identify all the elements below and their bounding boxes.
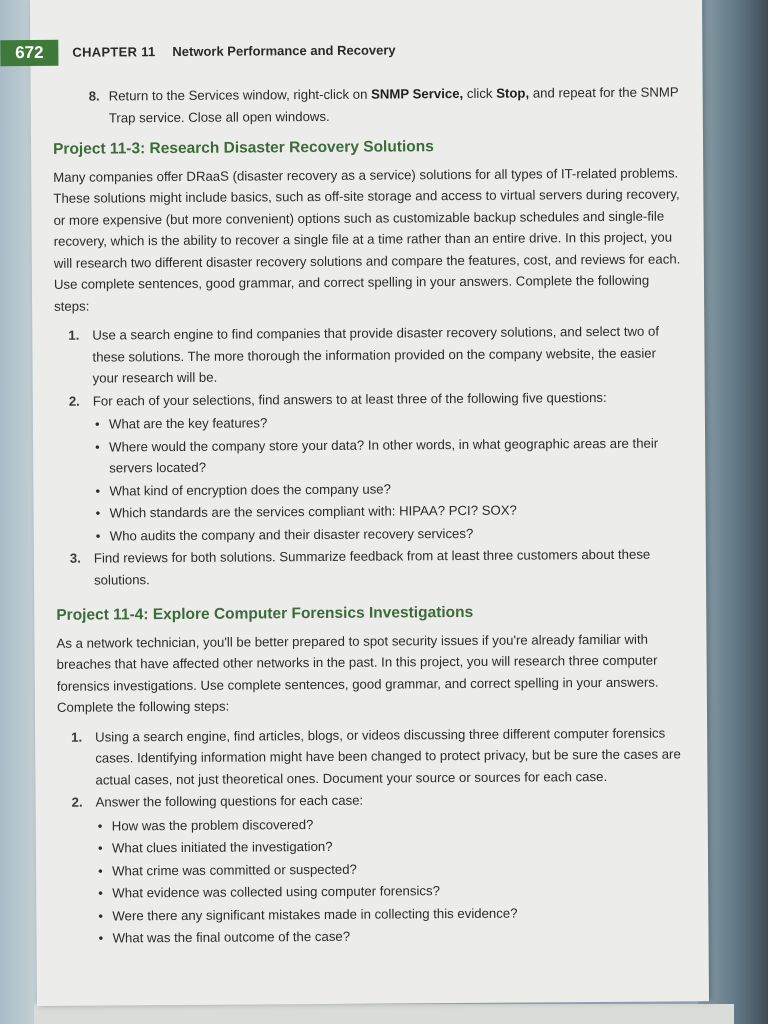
project-11-4-heading: Project 11-4: Explore Computer Forensics Investigations: [56, 603, 474, 624]
project-11-4-steps: [71, 722, 687, 949]
chapter-title: Network Performance and Recovery: [172, 42, 396, 60]
page-content: [53, 81, 687, 950]
bullet-item: • Were there any significant mistakes made in collecting this evidence?: [98, 905, 518, 924]
list-item: 1. Use a search engine to find companies that provide disaster recovery solutions, and select two of these solutions. The more thorough the information provided on the company website, the easier your research will be.: [68, 323, 660, 386]
project-11-3-heading: Project 11-3: Research Disaster Recovery Solutions: [52, 138, 434, 158]
project-11-4-intro: As a network technician, you'll be better prepared to spot security issues if you're already familiar with breaches that have affected other networks in the past. In this project, you will research three computer forensics investigations. Use complete sentences, good grammar, and correct spelling in your answers. Complete the following steps:: [56, 631, 659, 715]
questions-list: [96, 811, 687, 949]
project-11-3-intro: Many companies offer DRaaS (disaster recovery as a service) solutions for all types of IT-related problems. These solutions might include basics, such as off-site storage and access to virtual servers during recovery, or more expensive (but more convenient) options such as customizable backup schedules and single-file recovery, which is the ability to recover a single file at a time rather than an entire drive. In this project, you will research two different disaster recovery solutions and compare the features, cost, and reviews for each. Use complete sentences, good grammar, and correct spelling in your answers. Complete the following steps:: [53, 164, 681, 314]
bullet-item: • Where would the company store your data? In other words, in what geographic areas are their servers located?: [95, 435, 659, 476]
bullet-item: • What kind of encryption does the company use?: [95, 480, 391, 499]
carryover-text: Return to the Services window, right-click on SNMP Service, click Stop, and repeat for the SNMP Trap service. Close all open windows.: [108, 84, 679, 125]
page-bottom-edge: [34, 1004, 734, 1024]
list-item: 1. Using a search engine, find articles, blogs, or videos discussing three different computer forensics cases. Identifying information might have been changed to protect privacy, but be sure the cases are actual cases, not just theoretical ones. Document your source or sources for each case.: [71, 725, 681, 788]
step-number: 8.: [88, 88, 100, 104]
book-page: [15, 0, 709, 1006]
bullet-item: • What evidence was collected using computer forensics?: [98, 883, 440, 901]
list-item: 2. For each of your selections, find answers to at least three of the following five questions: • What are the key features? • Where would the company store your data? In other words, in what geographic areas are their servers located? • What kind of encryption does the company use? • Which standards are the services compliant with: HIPAA? PCI? SOX? • Who audits the company and their disaster recovery services?: [69, 386, 684, 547]
background-right: [698, 0, 768, 1024]
bullet-item: • What clues initiated the investigation?: [97, 838, 333, 856]
questions-list: [93, 409, 684, 546]
page-number-badge: 672: [0, 40, 58, 66]
page-header: [0, 35, 690, 66]
bullet-item: • What was the final outcome of the case?: [98, 928, 351, 946]
bullet-item: • Which standards are the services compliant with: HIPAA? PCI? SOX?: [95, 502, 517, 521]
list-item: 2. Answer the following questions for each case: • How was the problem discovered? • What clues initiated the investigation? • What crime was committed or suspected? • What evidence was collected using computer forensics? • Were there any significant mistakes made in collecting this evidence? • What was the final outcome of the case?: [72, 787, 687, 949]
chapter-label: CHAPTER 11: [72, 44, 156, 60]
carryover-step: [53, 81, 681, 128]
bullet-item: • How was the problem discovered?: [97, 816, 314, 834]
bullet-item: • What are the key features?: [94, 415, 268, 432]
project-11-3-steps: [68, 320, 684, 590]
bullet-item: • Who audits the company and their disaster recovery services?: [95, 525, 474, 544]
list-item: 3. Find reviews for both solutions. Summarize feedback from at least three customers about these solutions.: [69, 546, 651, 588]
bullet-item: • What crime was committed or suspected?: [98, 861, 357, 879]
